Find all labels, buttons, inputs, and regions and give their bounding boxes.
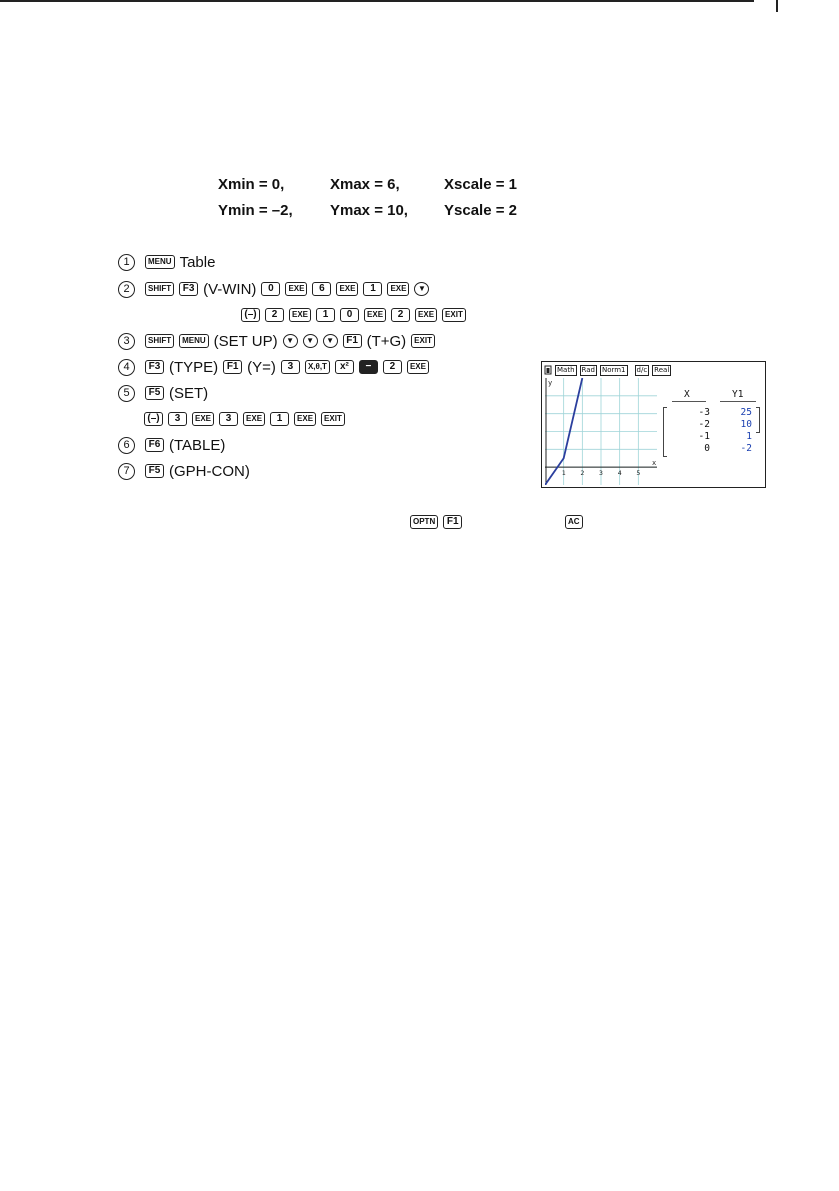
f5-key: F5 <box>145 386 164 400</box>
x-axis-label: x <box>652 459 657 468</box>
exit-key: EXIT <box>321 412 345 426</box>
exe-key: EXE <box>336 282 358 296</box>
cursor-down-icon: ▼ <box>303 334 318 348</box>
step-3 <box>118 331 440 351</box>
edge-mark <box>776 0 778 12</box>
status-dc: d/c <box>636 365 648 374</box>
zero-key: 0 <box>261 282 280 296</box>
status-norm: Norm1 <box>601 365 626 374</box>
table-cell-x: -1 <box>698 431 710 442</box>
battery-icon <box>544 365 552 375</box>
minus-key: − <box>359 360 378 374</box>
shift-key: SHIFT <box>145 334 174 348</box>
shift-key: SHIFT <box>145 282 174 296</box>
header-underline-x <box>672 401 706 402</box>
column-header-x: X <box>684 389 690 400</box>
step-label: (V-WIN) <box>203 280 257 298</box>
step-label: (GPH-CON) <box>169 462 250 480</box>
step-2-continued <box>241 305 471 325</box>
step-label-2: (T+G) <box>366 332 407 350</box>
two-key: 2 <box>391 308 410 322</box>
exe-key: EXE <box>285 282 307 296</box>
step-label: (SET UP) <box>213 332 278 350</box>
step-7 <box>118 461 255 481</box>
exit-key: EXIT <box>411 334 435 348</box>
table-bracket-right <box>756 407 760 433</box>
footer-ac <box>565 514 588 530</box>
two-key: 2 <box>265 308 284 322</box>
exe-key: EXE <box>289 308 311 322</box>
six-key: 6 <box>312 282 331 296</box>
f5-key: F5 <box>145 464 164 478</box>
f1-key: F1 <box>343 334 362 348</box>
xmin-setting: Xmin = 0, <box>218 176 285 193</box>
step-1 <box>118 252 220 272</box>
x-theta-t-key: X,θ,T <box>305 360 330 374</box>
three-key: 3 <box>219 412 238 426</box>
step-number: 6 <box>118 437 135 454</box>
footer-keys <box>410 514 467 530</box>
exe-key: EXE <box>415 308 437 322</box>
cursor-down-icon: ▼ <box>414 282 429 296</box>
negative-key: (–) <box>144 412 163 426</box>
step-label: Table <box>179 253 216 271</box>
table-cell-y: 25 <box>740 407 752 418</box>
value-table <box>660 378 764 485</box>
two-key: 2 <box>383 360 402 374</box>
exit-key: EXIT <box>442 308 466 322</box>
step-5 <box>118 383 213 403</box>
ymin-setting: Ymin = –2, <box>218 202 293 219</box>
ac-key: AC <box>565 515 583 529</box>
exe-key: EXE <box>294 412 316 426</box>
x-tick-label: 5 <box>636 469 641 478</box>
step-number: 1 <box>118 254 135 271</box>
status-bar <box>544 364 671 376</box>
one-key: 1 <box>316 308 335 322</box>
table-cell-x: -3 <box>698 407 710 418</box>
step-2 <box>118 279 434 299</box>
xscale-setting: Xscale = 1 <box>444 176 517 193</box>
three-key: 3 <box>281 360 300 374</box>
header-underline-y <box>720 401 756 402</box>
one-key: 1 <box>363 282 382 296</box>
step-label-2: (Y=) <box>247 358 276 376</box>
ymax-setting: Ymax = 10, <box>330 202 408 219</box>
exe-key: EXE <box>192 412 214 426</box>
step-4 <box>118 357 434 377</box>
xmax-setting: Xmax = 6, <box>330 176 400 193</box>
three-key: 3 <box>168 412 187 426</box>
f1-key: F1 <box>443 515 462 529</box>
yscale-setting: Yscale = 2 <box>444 202 517 219</box>
optn-key: OPTN <box>410 515 438 529</box>
status-math: Math <box>557 365 575 374</box>
column-header-y1: Y1 <box>732 389 744 400</box>
menu-key: MENU <box>179 334 209 348</box>
exe-key: EXE <box>364 308 386 322</box>
zero-key: 0 <box>340 308 359 322</box>
step-5-continued <box>144 409 350 429</box>
step-label: (SET) <box>169 384 209 402</box>
menu-key: MENU <box>145 255 175 269</box>
table-cell-y: -2 <box>740 443 752 454</box>
one-key: 1 <box>270 412 289 426</box>
x-tick-label: 2 <box>580 469 585 478</box>
x-tick-label: 3 <box>599 469 603 478</box>
step-label: (TABLE) <box>169 436 226 454</box>
exe-key: EXE <box>407 360 429 374</box>
exe-key: EXE <box>387 282 409 296</box>
calculator-screen <box>541 361 766 488</box>
negative-key: (–) <box>241 308 260 322</box>
step-label: (TYPE) <box>169 358 219 376</box>
f6-key: F6 <box>145 438 164 452</box>
f3-key: F3 <box>145 360 164 374</box>
step-6 <box>118 435 230 455</box>
table-cell-y: 10 <box>740 419 752 430</box>
status-rad: Rad <box>581 365 595 374</box>
status-real: Real <box>654 365 670 374</box>
table-cell-x: 0 <box>704 443 710 454</box>
exe-key: EXE <box>243 412 265 426</box>
top-rule <box>0 0 754 2</box>
table-cell-y: 1 <box>746 431 752 442</box>
step-number: 4 <box>118 359 135 376</box>
step-number: 7 <box>118 463 135 480</box>
f3-key: F3 <box>179 282 198 296</box>
step-number: 5 <box>118 385 135 402</box>
step-number: 2 <box>118 281 135 298</box>
x-tick-label: 4 <box>617 469 622 478</box>
table-cell-x: -2 <box>698 419 710 430</box>
f1-key: F1 <box>223 360 242 374</box>
square-key: x² <box>335 360 354 374</box>
graph-area <box>545 378 657 485</box>
x-tick-label: 1 <box>561 469 566 478</box>
y-axis-label: y <box>548 379 553 387</box>
cursor-down-icon: ▼ <box>323 334 338 348</box>
cursor-down-icon: ▼ <box>283 334 298 348</box>
step-number: 3 <box>118 333 135 350</box>
table-bracket-left <box>663 407 667 457</box>
